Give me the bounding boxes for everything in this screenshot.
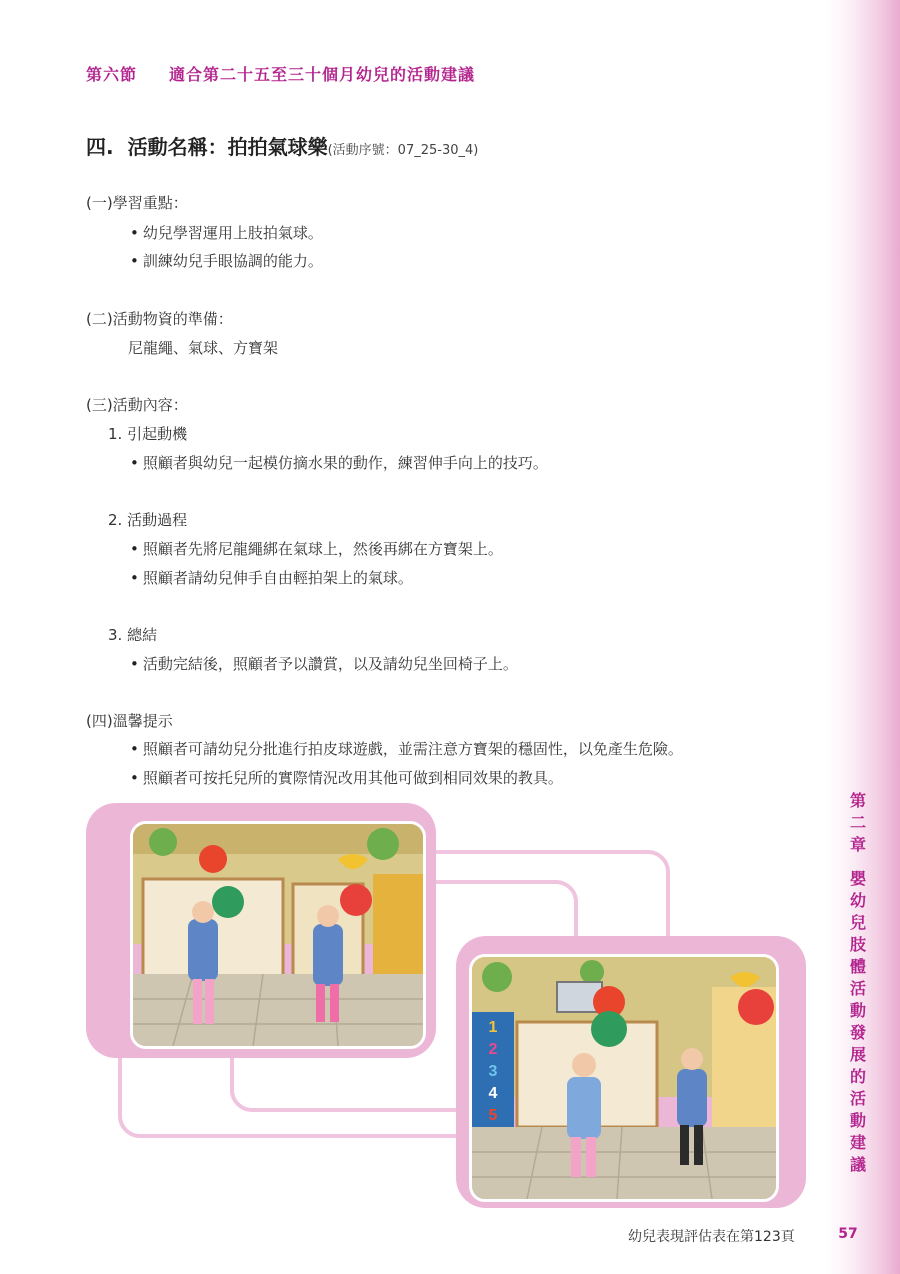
step-title: 3. 總結 — [108, 626, 158, 644]
activity-photo-1 — [130, 821, 426, 1049]
classroom-photo-1 — [133, 824, 423, 1046]
section-title: 適合第二十五至三十個月幼兒的活動建議 — [169, 65, 476, 84]
learning-item: • 訓練幼兒手眼協調的能力。 — [130, 250, 323, 271]
chapter-label — [846, 790, 870, 1176]
step-title: 1. 引起動機 — [108, 425, 188, 443]
activity-serial: (活動序號：07_25-30_4) — [327, 143, 479, 158]
step-item: • 照顧者先將尼龍繩綁在氣球上，然後再綁在方寶架上。 — [130, 538, 503, 559]
photo-panel — [456, 936, 806, 1208]
classroom-photo-2 — [472, 957, 776, 1199]
photo-panel — [86, 803, 436, 1058]
step-title: 2. 活動過程 — [108, 511, 188, 529]
step-item: • 照顧者與幼兒一起模仿摘水果的動作，練習伸手向上的技巧。 — [130, 452, 548, 473]
assessment-note: 幼兒表現評估表在第123頁 — [628, 1229, 795, 1245]
materials-heading: (二)活動物資的準備： — [86, 310, 233, 328]
step-item: • 活動完結後，照顧者予以讚賞，以及請幼兒坐回椅子上。 — [130, 653, 518, 674]
step-item: • 照顧者請幼兒伸手自由輕拍架上的氣球。 — [130, 567, 413, 588]
section-number: 第六節 — [86, 65, 138, 84]
activity-number: 四. — [86, 135, 114, 159]
cabinet-number: 3 — [488, 1063, 498, 1080]
materials-text: 尼龍繩、氣球、方寶架 — [128, 339, 279, 357]
cabinet-number: 1 — [488, 1019, 498, 1036]
activity-title — [86, 131, 478, 160]
activity-name: 活動名稱：拍拍氣球樂 — [127, 135, 328, 159]
tips-item: • 照顧者可按托兒所的實際情況改用其他可做到相同效果的教具。 — [130, 767, 563, 788]
chapter-title: 嬰幼兒肢體活動發展的活動建議 — [849, 869, 866, 1174]
content-heading: (三)活動內容： — [86, 396, 188, 414]
page-number: 57 — [838, 1226, 858, 1242]
activity-photo-2 — [469, 954, 779, 1202]
tips-heading: (四)溫馨提示 — [86, 712, 173, 730]
tips-item: • 照顧者可請幼兒分批進行拍皮球遊戲，並需注意方寶架的穩固性，以免產生危險。 — [130, 738, 683, 759]
learning-heading: (一)學習重點： — [86, 194, 188, 212]
section-header — [86, 62, 475, 85]
chapter-number: 第二章 — [849, 791, 866, 854]
cabinet-number: 4 — [488, 1085, 498, 1102]
cabinet-number: 5 — [488, 1107, 498, 1124]
learning-item: • 幼兒學習運用上肢拍氣球。 — [130, 222, 323, 243]
cabinet-number: 2 — [488, 1041, 498, 1058]
